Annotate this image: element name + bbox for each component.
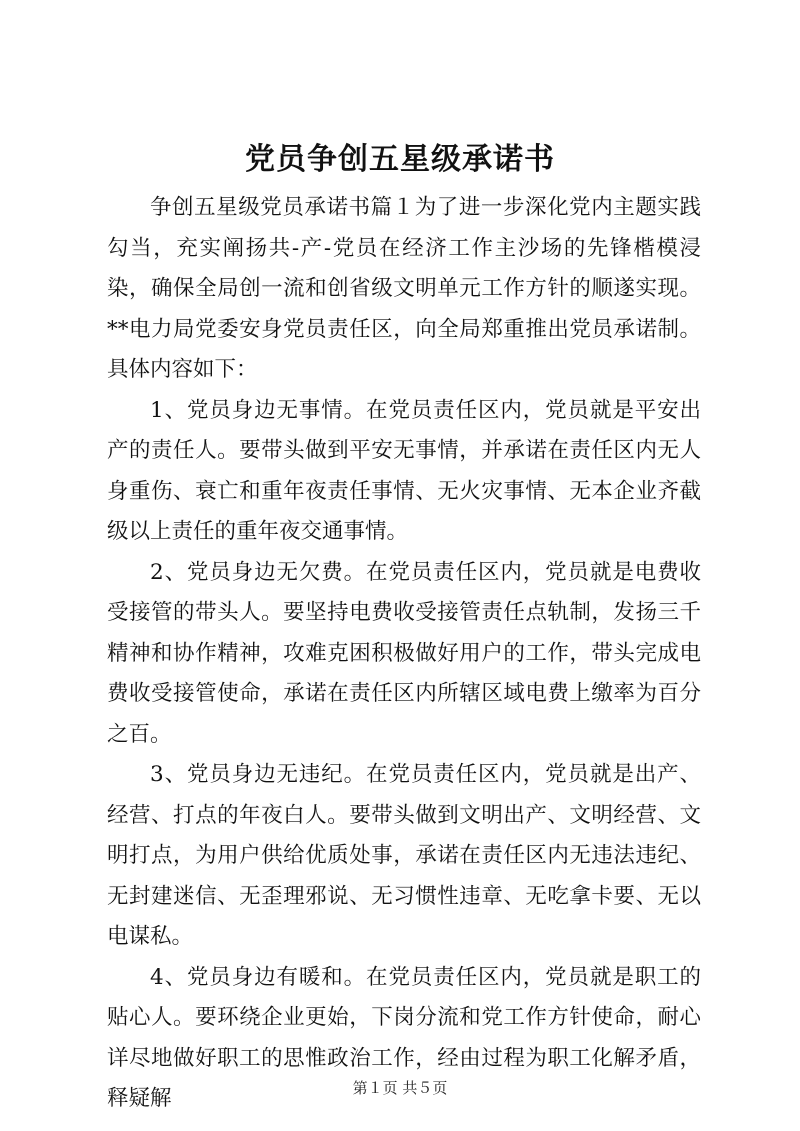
paragraph-item-1: 1、党员身边无事情。在党员责任区内，党员就是平安出产的责任人。要带头做到平安无事情，并承诺在责任区内无人身重伤、衰亡和重年夜责任事情、无火灾事情、无本企业齐截级以上责任的重年夜交通事情。 — [107, 397, 701, 544]
document-body — [107, 188, 701, 1120]
paragraph-item-4: 4、党员身边有暖和。在党员责任区内，党员就是职工的贴心人。要环绕企业更始，下岗分流和党工作方针使命，耐心详尽地做好职工的思惟政治工作，经由过程为职工化解矛盾，释疑解 — [107, 964, 701, 1111]
paragraph-intro: 争创五星级党员承诺书篇１为了进一步深化党内主题实践勾当，充实阐扬共-产-党员在经济工作主沙场的先锋楷模浸染，确保全局创一流和创省级文明单元工作方针的顺遂实现。**电力局党委安身党员责任区，向全局郑重推出党员承诺制。具体内容如下： — [107, 195, 701, 382]
paragraph-item-2: 2、党员身边无欠费。在党员责任区内，党员就是电费收受接管的带头人。要坚持电费收受接管责任点轨制，发扬三千精神和协作精神，攻难克困积极做好用户的工作，带头完成电费收受接管使命，承诺在责任区内所辖区域电费上缴率为百分之百。 — [107, 559, 701, 747]
paragraph-item-3: 3、党员身边无违纪。在党员责任区内，党员就是出产、经营、打点的年夜白人。要带头做到文明出产、文明经营、文明打点，为用户供给优质处事，承诺在责任区内无违法违纪、无封建迷信、无歪理邪说、无习惯性违章、无吃拿卡要、无以电谋私。 — [107, 762, 701, 949]
document-title: 党员争创五星级承诺书 — [245, 142, 555, 177]
page-footer: 第１页 共５页 — [352, 1079, 448, 1097]
